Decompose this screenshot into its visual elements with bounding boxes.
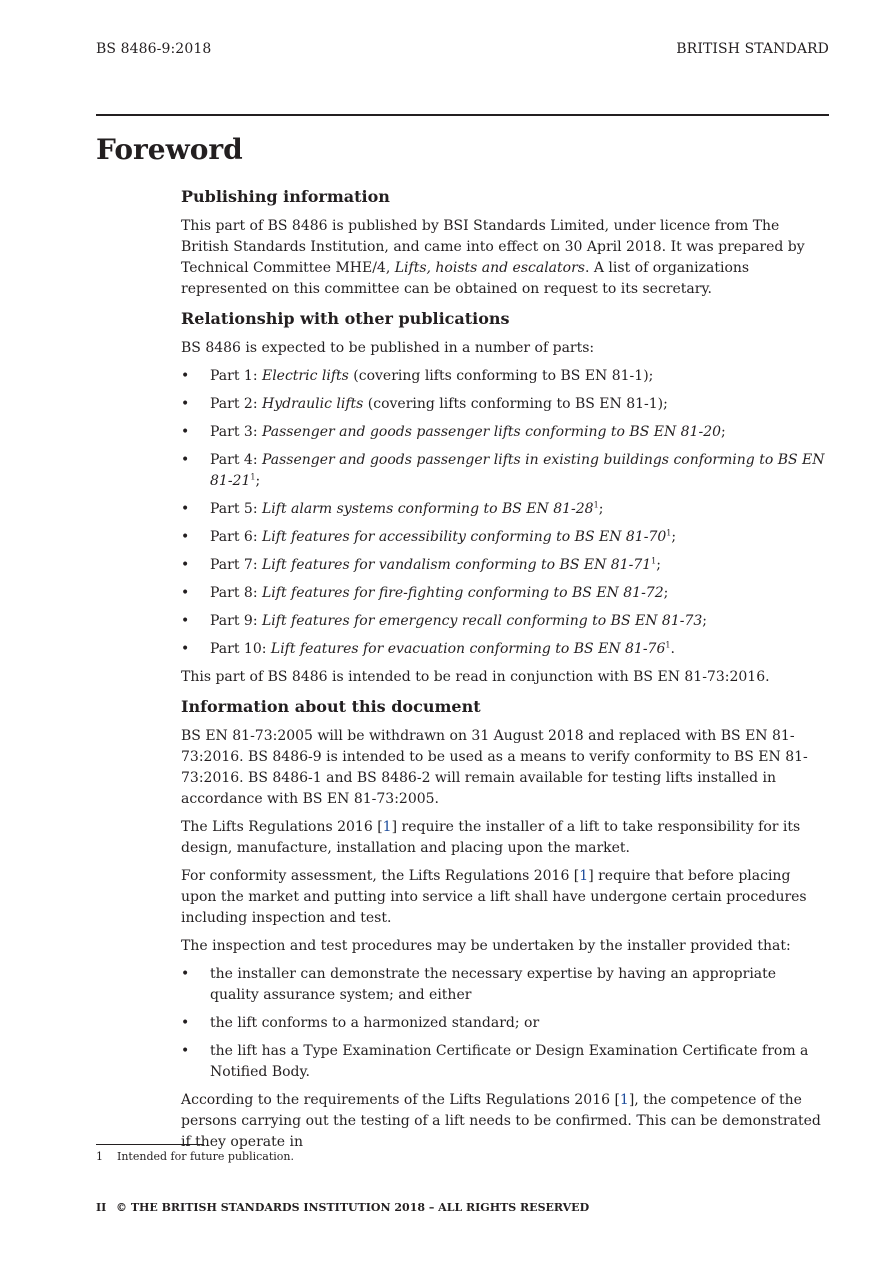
info-paragraph-2: The Lifts Regulations 2016 [1] require the installer of a lift to take responsibility for its design, manufacture, installation and placing upon the market. xyxy=(181,819,801,856)
part-suffix: (covering lifts conforming to BS EN 81-1); xyxy=(363,396,668,412)
list-item xyxy=(181,527,829,548)
header-publisher: BRITISH STANDARD xyxy=(676,41,829,57)
reference-link[interactable]: 1 xyxy=(579,868,589,884)
part-title: Hydraulic lifts xyxy=(261,396,364,412)
parts-list xyxy=(181,366,829,660)
part-number: Part 1: xyxy=(210,368,262,384)
part-suffix: ; xyxy=(671,529,677,545)
bullet-icon: • xyxy=(181,557,190,573)
relationship-intro: BS 8486 is expected to be published in a number of parts: xyxy=(181,340,595,356)
section-heading-relationship: Relationship with other publications xyxy=(181,309,510,328)
bullet-icon: • xyxy=(181,529,190,545)
part-suffix: ; xyxy=(702,613,708,629)
reference-link[interactable]: 1 xyxy=(382,819,392,835)
part-suffix: ; xyxy=(656,557,661,573)
committee-name: Lifts, hoists and escalators xyxy=(394,260,585,276)
part-number: Part 4: xyxy=(210,452,262,468)
part-title: Lift features for evacuation conforming to BS EN 81-76 xyxy=(270,641,666,657)
list-item xyxy=(181,611,829,632)
part-title: Lift features for accessibility conforming to BS EN 81-70 xyxy=(261,529,667,545)
footnote xyxy=(96,1150,294,1163)
info-paragraph-3: For conformity assessment, the Lifts Regulations 2016 [1] require that before placing upon the market and putting into service a lift shall have undergone certain procedures including inspection and test. xyxy=(181,868,807,926)
part-number: Part 5: xyxy=(210,501,262,517)
condition-text: the lift conforms to a harmonized standard; or xyxy=(210,1015,540,1031)
part-number: Part 7: xyxy=(210,557,262,573)
part-title: Lift alarm systems conforming to BS EN 81-28 xyxy=(261,501,594,517)
page-title: Foreword xyxy=(96,133,243,166)
bullet-icon: • xyxy=(181,1015,190,1031)
bullet-icon: • xyxy=(181,966,190,982)
part-title: Lift features for vandalism conforming to BS EN 81-71 xyxy=(261,557,652,573)
list-item xyxy=(181,499,829,520)
page-footer xyxy=(96,1201,589,1214)
bullet-icon: • xyxy=(181,1043,190,1059)
list-item xyxy=(181,639,829,660)
footnote-ref: 1 xyxy=(593,500,599,510)
part-number: Part 6: xyxy=(210,529,262,545)
footnote-ref: 1 xyxy=(666,528,672,538)
part-number: Part 3: xyxy=(210,424,262,440)
list-item xyxy=(181,394,829,415)
list-item xyxy=(181,555,829,576)
part-suffix: . xyxy=(670,641,675,657)
footnote-ref: 1 xyxy=(651,556,657,566)
footnote-ref: 1 xyxy=(250,472,256,482)
info-paragraph-5: According to the requirements of the Lifts Regulations 2016 [1], the competence of the persons carrying out the testing of a lift needs to be confirmed. This can be demonstrated if they operate in xyxy=(181,1092,821,1150)
copyright-notice: © THE BRITISH STANDARDS INSTITUTION 2018 – ALL RIGHTS RESERVED xyxy=(116,1201,590,1214)
conditions-list xyxy=(181,964,829,1083)
footnote-ref: 1 xyxy=(665,640,671,650)
header-rule xyxy=(96,114,829,116)
section-heading-info: Information about this document xyxy=(181,697,481,716)
list-item xyxy=(181,1013,829,1034)
part-suffix: ; xyxy=(721,424,726,440)
info-paragraph-4: The inspection and test procedures may be undertaken by the installer provided that: xyxy=(181,938,791,954)
part-suffix: (covering lifts conforming to BS EN 81-1); xyxy=(348,368,654,384)
part-title: Passenger and goods passenger lifts in existing buildings conforming to BS EN 81-21 xyxy=(210,452,825,489)
reference-link[interactable]: 1 xyxy=(619,1092,629,1108)
list-item xyxy=(181,422,829,443)
info-paragraph-1: BS EN 81-73:2005 will be withdrawn on 31 August 2018 and replaced with BS EN 81-73:2016. BS 8486-9 is intended to be used as a means to verify conformity to BS EN 81-73:2016. BS 8486-1 and BS 8486-2 will remain available for testing lifts installed in accordance with BS EN 81-73:2005. xyxy=(181,728,808,807)
part-number: Part 2: xyxy=(210,396,262,412)
section-heading-publishing: Publishing information xyxy=(181,187,390,206)
part-number: Part 9: xyxy=(210,613,262,629)
bullet-icon: • xyxy=(181,585,190,601)
foreword-body xyxy=(181,185,829,1160)
condition-text: the lift has a Type Examination Certificate or Design Examination Certificate from a Notified Body. xyxy=(210,1043,809,1080)
part-title: Lift features for fire-fighting conforming to BS EN 81-72 xyxy=(261,585,664,601)
publishing-paragraph: This part of BS 8486 is published by BSI Standards Limited, under licence from The British Standards Institution, and came into effect on 30 April 2018. It was prepared by Technical Committee MHE/4, Lifts, hoists and escalators. A list of organizations represented on this committee can be obtained on request to its secretary. xyxy=(181,218,805,297)
part-title: Lift features for emergency recall conforming to BS EN 81-73 xyxy=(261,613,703,629)
footnote-text: Intended for future publication. xyxy=(117,1150,294,1163)
list-item xyxy=(181,1041,829,1083)
bullet-icon: • xyxy=(181,368,190,384)
footnote-number: 1 xyxy=(96,1150,103,1163)
part-suffix: ; xyxy=(598,501,604,517)
list-item xyxy=(181,450,829,492)
part-suffix: ; xyxy=(255,473,261,489)
page-number: II xyxy=(96,1201,107,1214)
part-title: Passenger and goods passenger lifts conforming to BS EN 81-20 xyxy=(261,424,722,440)
bullet-icon: • xyxy=(181,613,190,629)
relationship-closing: This part of BS 8486 is intended to be read in conjunction with BS EN 81-73:2016. xyxy=(181,669,770,685)
bullet-icon: • xyxy=(181,452,190,468)
bullet-icon: • xyxy=(181,641,190,657)
header-doc-number: BS 8486-9:2018 xyxy=(96,41,212,57)
bullet-icon: • xyxy=(181,396,190,412)
list-item xyxy=(181,366,829,387)
bullet-icon: • xyxy=(181,501,190,517)
part-number: Part 10: xyxy=(210,641,271,657)
list-item xyxy=(181,964,829,1006)
part-number: Part 8: xyxy=(210,585,262,601)
footnote-rule xyxy=(96,1144,204,1145)
part-title: Electric lifts xyxy=(261,368,349,384)
bullet-icon: • xyxy=(181,424,190,440)
part-suffix: ; xyxy=(663,585,669,601)
list-item xyxy=(181,583,829,604)
condition-text: the installer can demonstrate the necessary expertise by having an appropriate quality assurance system; and either xyxy=(210,966,777,1003)
